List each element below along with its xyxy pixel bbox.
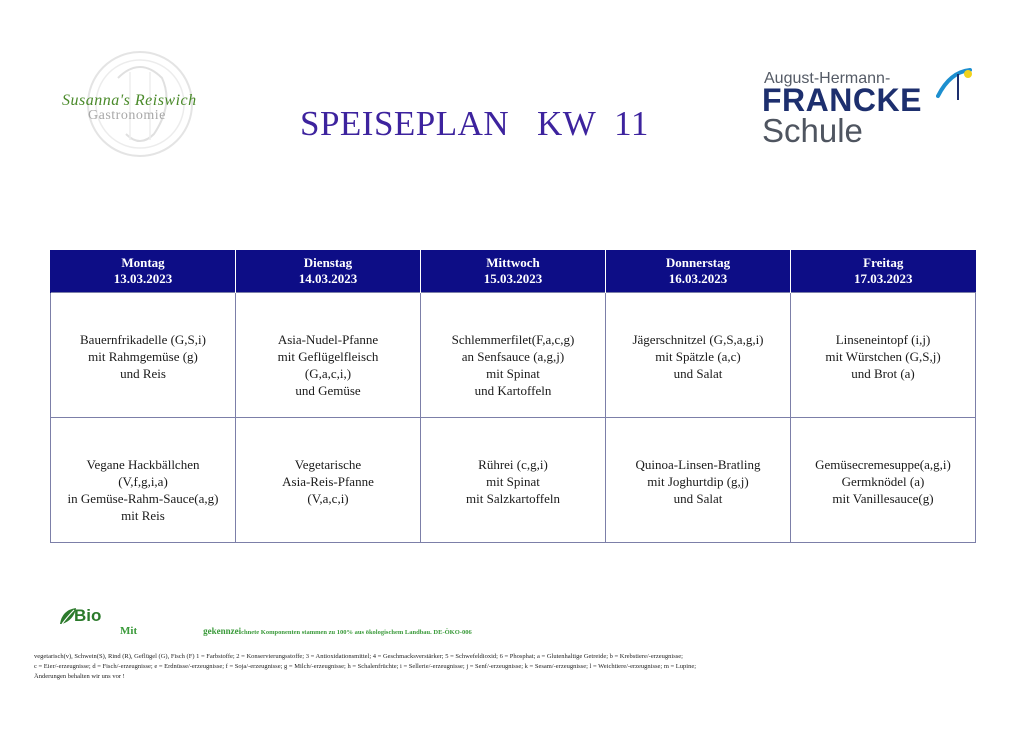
- menu-line: Bauernfrikadelle (G,S,i): [80, 332, 206, 347]
- bio-statement: [120, 621, 472, 639]
- menu-cell-friday-veg: [791, 418, 976, 543]
- menu-line: und Kartoffeln: [474, 383, 552, 398]
- menu-line: Asia-Nudel-Pfanne: [277, 332, 379, 347]
- bio-statement-mit: Mit: [120, 625, 138, 637]
- menu-cell-friday-main: [791, 293, 976, 418]
- day-name: Mittwoch: [486, 255, 540, 270]
- day-date: 16.03.2023: [668, 271, 728, 286]
- menu-line: mit Rahmgemüse (g): [88, 349, 198, 364]
- menu-line: und Brot (a): [851, 366, 915, 381]
- day-name: Freitag: [863, 255, 904, 270]
- menu-line: Rührei (c,g,i): [478, 457, 548, 472]
- menu-line: mit Würstchen (G,S,j): [825, 349, 941, 364]
- menu-line: (G,a,c,i,): [304, 366, 352, 381]
- legend-line: c = Eier/-erzeugnisse; d = Fisch/-erzeugnisse; e = Erdnüsse/-erzeugnisse; f = Soja/-erzeugnisse; g = Milch/-erzeugnisse; h = Schalenfrüchte; i = Sellerie/-erzeugnisse; j = Senf/-erzeugnisse; k = Sesam/-erzeugnisse; l = Weichtiere/-erzeugnisse; m = Lupine;: [34, 663, 697, 670]
- menu-line: (V,a,c,i): [307, 491, 349, 506]
- menu-line: (V,f,g,i,a): [118, 474, 168, 489]
- page-title: SPEISEPLAN KW 11: [300, 104, 649, 143]
- menu-cell-thursday-main: [606, 293, 791, 418]
- menu-line: Gemüsecremesuppe(a,g,i): [815, 457, 951, 472]
- day-header-friday: [791, 250, 976, 293]
- caterer-logo: [58, 48, 228, 168]
- menu-line: und Gemüse: [295, 383, 361, 398]
- menu-cell-tuesday-veg: [236, 418, 421, 543]
- menu-line: mit Reis: [121, 508, 165, 523]
- menu-line: mit Geflügelfleisch: [277, 349, 379, 364]
- school-logo: [760, 66, 980, 156]
- menu-cell-wednesday-veg: [421, 418, 606, 543]
- day-date: 15.03.2023: [483, 271, 543, 286]
- school-name-suffix: Schule: [762, 112, 863, 149]
- menu-line: an Senfsauce (a,g,j): [461, 349, 565, 364]
- menu-line: und Salat: [673, 366, 723, 381]
- school-swoosh-icon: [936, 66, 976, 106]
- day-name: Dienstag: [303, 255, 353, 270]
- day-header-tuesday: [236, 250, 421, 293]
- legend-line: vegetarisch(v), Schwein(S), Rind (R), Geflügel (G), Fisch (F) 1 = Farbstoffe; 2 = Konservierungsstoffe; 3 = Antioxidationsmittel; 4 = Geschmacksverstärker; 5 = Schwefeldioxid; 6 = Phosphat; a = Glutenhaltige Getreide; b = Krebstiere/-erzeugnisse;: [34, 653, 683, 660]
- menu-cell-monday-main: [51, 293, 236, 418]
- allergen-legend: [34, 652, 994, 682]
- bio-logo: [58, 606, 114, 628]
- day-header-wednesday: [421, 250, 606, 293]
- caterer-subtitle: Gastronomie: [88, 108, 166, 123]
- day-header-thursday: [606, 250, 791, 293]
- menu-line: Vegetarische: [294, 457, 362, 472]
- day-name: Donnerstag: [665, 255, 731, 270]
- menu-line: Schlemmerfilet(F,a,c,g): [451, 332, 575, 347]
- legend-line: Änderungen behalten wir uns vor !: [34, 673, 125, 680]
- menu-cell-thursday-veg: [606, 418, 791, 543]
- menu-row-vegetarian: [51, 418, 976, 543]
- menu-line: Vegane Hackbällchen: [86, 457, 200, 472]
- school-name: FRANCKE: [762, 82, 922, 118]
- menu-line: Germknödel (a): [841, 474, 925, 489]
- menu-line: und Salat: [673, 491, 723, 506]
- menu-line: mit Joghurtdip (g,j): [647, 474, 749, 489]
- menu-line: mit Salzkartoffeln: [466, 491, 560, 506]
- bio-statement-gek: gekennzei: [203, 626, 242, 636]
- menu-line: Quinoa-Linsen-Bratling: [635, 457, 761, 472]
- menu-cell-wednesday-main: [421, 293, 606, 418]
- day-date: 17.03.2023: [854, 271, 913, 286]
- menu-line: mit Spätzle (a,c): [655, 349, 741, 364]
- caterer-name: Susanna's Reiswich: [62, 92, 197, 109]
- menu-line: und Reis: [120, 366, 166, 381]
- day-header-monday: [51, 250, 236, 293]
- menu-row-main: [51, 293, 976, 418]
- day-date: 13.03.2023: [113, 271, 173, 286]
- menu-line: Jägerschnitzel (G,S,a,g,i): [632, 332, 764, 347]
- day-name: Montag: [121, 255, 165, 270]
- menu-header-row: [51, 250, 976, 293]
- menu-line: in Gemüse-Rahm-Sauce(a,g): [67, 491, 219, 506]
- menu-line: mit Vanillesauce(g): [832, 491, 934, 506]
- day-date: 14.03.2023: [298, 271, 358, 286]
- bio-statement-rest: chnete Komponenten stammen zu 100% aus ökologischem Landbau. DE-ÖKO-006: [241, 629, 472, 636]
- menu-line: mit Spinat: [486, 474, 540, 489]
- menu-line: Linseneintopf (i,j): [835, 332, 931, 347]
- school-name-prefix: August-Hermann-: [764, 70, 891, 87]
- menu-line: Asia-Reis-Pfanne: [282, 474, 374, 489]
- bio-label: Bio: [74, 606, 102, 625]
- menu-table: [50, 250, 976, 543]
- menu-cell-monday-veg: [51, 418, 236, 543]
- menu-cell-tuesday-main: [236, 293, 421, 418]
- menu-line: mit Spinat: [486, 366, 540, 381]
